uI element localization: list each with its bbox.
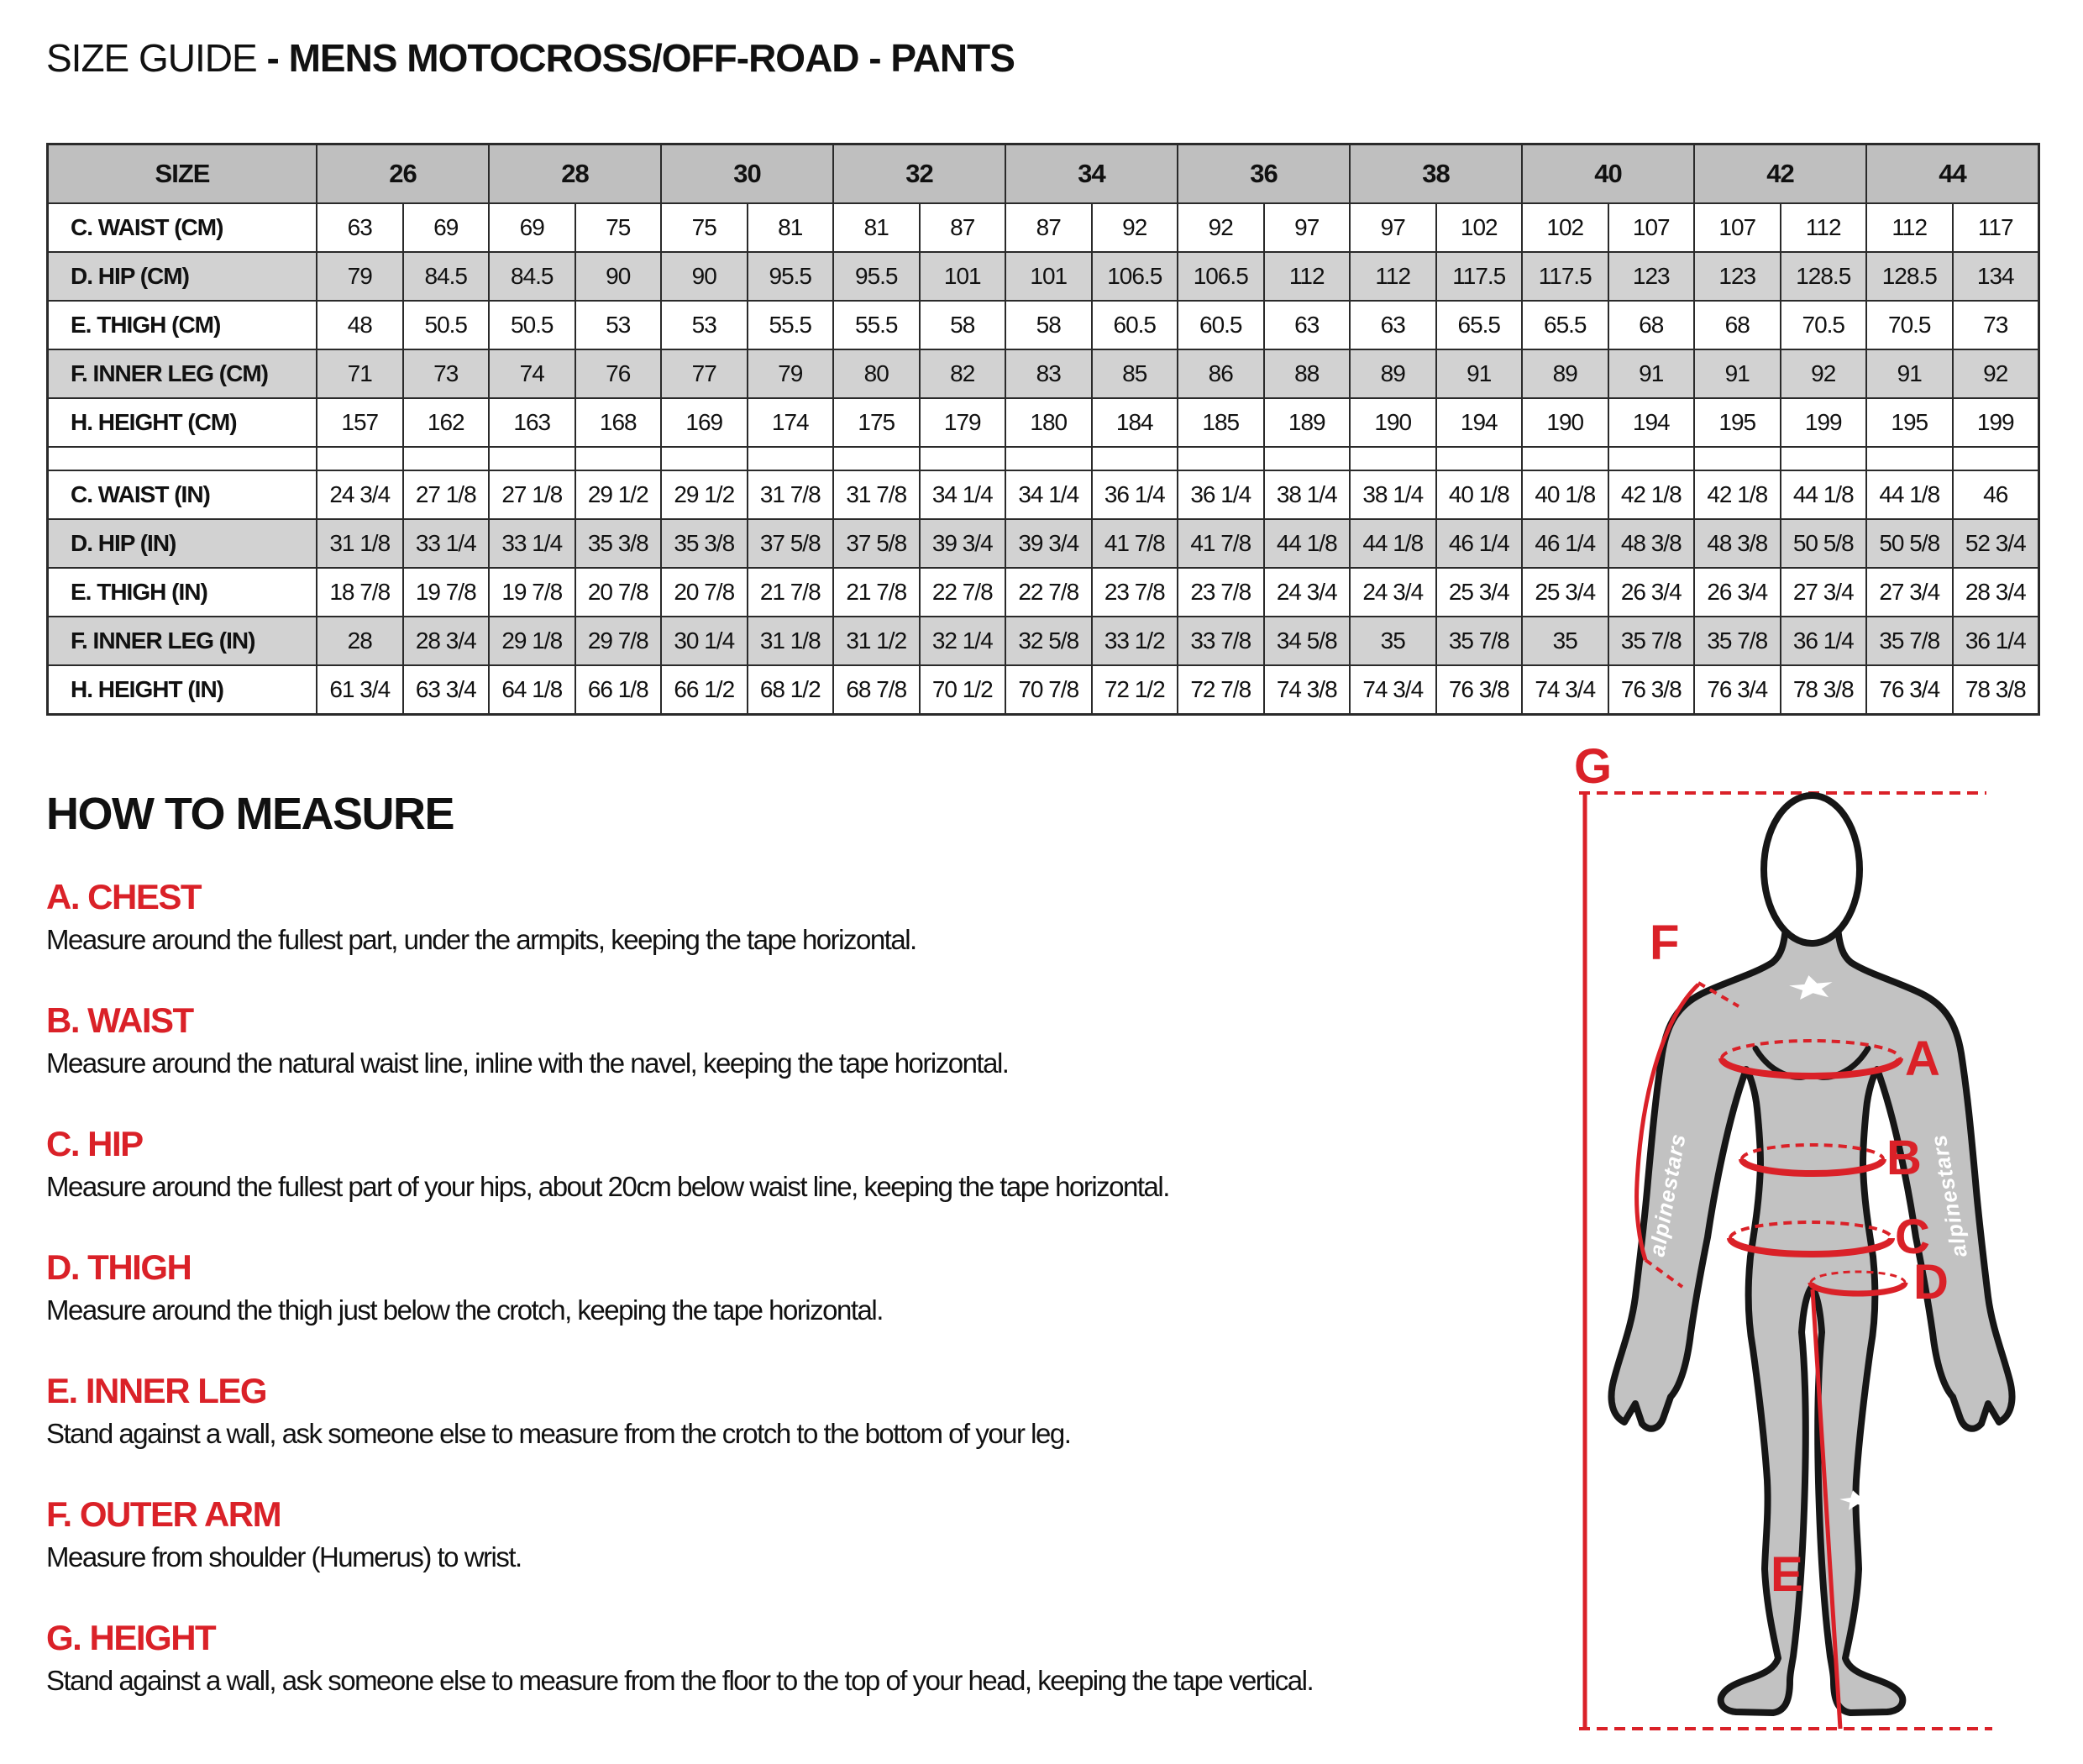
size-value: 190 [1350,398,1436,447]
size-value: 68 [1694,301,1781,349]
size-value: 117.5 [1522,252,1608,301]
size-value: 50.5 [489,301,575,349]
size-value: 23 7/8 [1092,568,1178,617]
row-label: E. THIGH (IN) [48,568,317,617]
size-value: 32 5/8 [1005,617,1092,665]
section-label: A. CHEST [46,877,202,916]
size-value: 30 1/4 [661,617,748,665]
size-value: 48 3/8 [1608,519,1695,568]
size-value: 194 [1436,398,1523,447]
size-value: 82 [920,349,1006,398]
size-value: 89 [1522,349,1608,398]
brand-wordmark-left-arm: alpinestars [1644,1131,1691,1259]
size-header: 40 [1522,144,1694,203]
how-to-measure [46,788,1550,1741]
spacer-cell [833,447,920,470]
row-label: E. THIGH (CM) [48,301,317,349]
size-header: 30 [661,144,833,203]
size-value: 26 3/4 [1608,568,1695,617]
size-value: 174 [748,398,834,447]
spacer-cell [48,447,317,470]
size-value: 24 3/4 [1264,568,1351,617]
size-value: 74 3/4 [1522,665,1608,714]
size-value: 44 1/8 [1866,470,1953,519]
size-value: 74 [489,349,575,398]
size-value: 123 [1694,252,1781,301]
size-value: 36 1/4 [1781,617,1867,665]
size-value: 44 1/8 [1350,519,1436,568]
size-value: 68 1/2 [748,665,834,714]
size-value: 189 [1264,398,1351,447]
size-value: 91 [1694,349,1781,398]
size-value: 69 [489,203,575,252]
size-value: 128.5 [1781,252,1867,301]
section-text: Measure from shoulder (Humerus) to wrist. [46,1541,522,1572]
size-value: 199 [1781,398,1867,447]
size-value: 42 1/8 [1608,470,1695,519]
size-value: 95.5 [833,252,920,301]
size-value: 38 1/4 [1350,470,1436,519]
size-value: 27 1/8 [403,470,490,519]
measure-section-outer-arm [46,1494,1550,1573]
size-value: 36 1/4 [1953,617,2039,665]
size-value: 33 1/2 [1092,617,1178,665]
size-value: 41 7/8 [1178,519,1264,568]
size-value: 117 [1953,203,2039,252]
size-value: 19 7/8 [403,568,490,617]
measurement-diagram [1562,739,2083,1764]
size-value: 35 7/8 [1608,617,1695,665]
size-value: 44 1/8 [1264,519,1351,568]
size-value: 36 1/4 [1092,470,1178,519]
size-value: 55.5 [833,301,920,349]
spacer-cell [748,447,834,470]
spacer-cell [1953,447,2039,470]
size-value: 92 [1953,349,2039,398]
size-value: 65.5 [1522,301,1608,349]
size-value: 34 1/4 [920,470,1006,519]
section-label: B. WAIST [46,1000,193,1040]
size-value: 84.5 [489,252,575,301]
size-header: 36 [1178,144,1350,203]
diagram-label-d: D [1913,1255,1947,1310]
size-value: 58 [920,301,1006,349]
size-value: 92 [1178,203,1264,252]
size-value: 90 [575,252,662,301]
section-text: Measure around the fullest part of your hips, about 20cm below waist line, keeping the tape horizontal. [46,1171,1169,1202]
size-value: 33 1/4 [489,519,575,568]
size-value: 73 [1953,301,2039,349]
size-value: 39 3/4 [920,519,1006,568]
size-value: 36 1/4 [1178,470,1264,519]
size-value: 90 [661,252,748,301]
size-value: 28 [317,617,403,665]
size-value: 40 1/8 [1436,470,1523,519]
spacer-cell [1350,447,1436,470]
size-value: 38 1/4 [1264,470,1351,519]
size-value: 28 3/4 [1953,568,2039,617]
size-value: 48 [317,301,403,349]
size-value: 199 [1953,398,2039,447]
size-value: 35 7/8 [1866,617,1953,665]
size-header: 28 [489,144,661,203]
size-value: 46 1/4 [1522,519,1608,568]
diagram-label-g: G [1574,739,1611,794]
size-value: 60.5 [1178,301,1264,349]
size-value: 35 [1350,617,1436,665]
row-label: H. HEIGHT (CM) [48,398,317,447]
size-value: 23 7/8 [1178,568,1264,617]
spacer-cell [920,447,1006,470]
spacer-cell [1781,447,1867,470]
measure-section-waist [46,1000,1550,1079]
size-value: 34 5/8 [1264,617,1351,665]
size-value: 190 [1522,398,1608,447]
size-header: 26 [317,144,489,203]
size-value: 107 [1608,203,1695,252]
size-value: 89 [1350,349,1436,398]
diagram-label-a: A [1905,1032,1939,1086]
size-value: 162 [403,398,490,447]
row-label: F. INNER LEG (CM) [48,349,317,398]
size-value: 58 [1005,301,1092,349]
size-value: 78 3/8 [1781,665,1867,714]
size-value: 80 [833,349,920,398]
spacer-cell [1608,447,1695,470]
size-value: 27 3/4 [1866,568,1953,617]
size-value: 31 7/8 [748,470,834,519]
spacer-cell [1866,447,1953,470]
diagram-label-c: C [1895,1210,1928,1264]
page-title-prefix: SIZE GUIDE [46,36,267,80]
row-label: C. WAIST (IN) [48,470,317,519]
size-value: 27 3/4 [1781,568,1867,617]
section-label: F. OUTER ARM [46,1494,281,1534]
size-value: 81 [833,203,920,252]
size-value: 39 3/4 [1005,519,1092,568]
size-value: 102 [1436,203,1523,252]
size-value: 168 [575,398,662,447]
size-value: 70.5 [1866,301,1953,349]
size-table [46,143,2040,716]
row-label: F. INNER LEG (IN) [48,617,317,665]
size-value: 175 [833,398,920,447]
spacer-cell [1264,447,1351,470]
size-value: 22 7/8 [920,568,1006,617]
size-value: 50 5/8 [1781,519,1867,568]
page-title [46,35,1015,81]
head [1764,795,1860,943]
size-value: 95.5 [748,252,834,301]
size-value: 69 [403,203,490,252]
section-label: G. HEIGHT [46,1618,216,1657]
size-header: 44 [1866,144,2038,203]
size-value: 48 3/8 [1694,519,1781,568]
size-value: 21 7/8 [833,568,920,617]
size-value: 134 [1953,252,2039,301]
size-value: 42 1/8 [1694,470,1781,519]
size-value: 61 3/4 [317,665,403,714]
size-value: 91 [1866,349,1953,398]
size-value: 106.5 [1178,252,1264,301]
size-value: 34 1/4 [1005,470,1092,519]
size-value: 31 1/8 [317,519,403,568]
size-value: 68 7/8 [833,665,920,714]
size-value: 194 [1608,398,1695,447]
size-value: 31 1/8 [748,617,834,665]
row-label: D. HIP (IN) [48,519,317,568]
spacer-cell [1522,447,1608,470]
size-value: 70.5 [1781,301,1867,349]
size-value: 41 7/8 [1092,519,1178,568]
section-text: Measure around the natural waist line, inline with the navel, keeping the tape horizontal. [46,1047,1009,1079]
size-value: 87 [920,203,1006,252]
size-value: 21 7/8 [748,568,834,617]
spacer-cell [1436,447,1523,470]
size-value: 91 [1608,349,1695,398]
body-silhouette [1612,927,2012,1713]
size-value: 27 1/8 [489,470,575,519]
size-value: 76 3/8 [1608,665,1695,714]
size-value: 35 3/8 [575,519,662,568]
size-value: 35 7/8 [1436,617,1523,665]
size-table-corner: SIZE [48,144,317,203]
size-value: 63 3/4 [403,665,490,714]
size-value: 29 1/2 [661,470,748,519]
size-value: 117.5 [1436,252,1523,301]
diagram-label-e: E [1771,1547,1802,1602]
row-label: H. HEIGHT (IN) [48,665,317,714]
size-value: 40 1/8 [1522,470,1608,519]
size-value: 19 7/8 [489,568,575,617]
size-value: 37 5/8 [833,519,920,568]
spacer-cell [403,447,490,470]
size-value: 92 [1092,203,1178,252]
size-value: 63 [1350,301,1436,349]
size-value: 76 3/8 [1436,665,1523,714]
section-text: Stand against a wall, ask someone else to measure from the crotch to the bottom of your leg. [46,1418,1071,1449]
size-value: 25 3/4 [1522,568,1608,617]
spacer-cell [1092,447,1178,470]
size-value: 35 [1522,617,1608,665]
size-value: 63 [317,203,403,252]
diagram-label-f: F [1650,916,1678,970]
size-value: 107 [1694,203,1781,252]
spacer-cell [661,447,748,470]
size-value: 72 7/8 [1178,665,1264,714]
size-value: 157 [317,398,403,447]
size-value: 179 [920,398,1006,447]
size-value: 184 [1092,398,1178,447]
size-value: 72 1/2 [1092,665,1178,714]
size-value: 26 3/4 [1694,568,1781,617]
spacer-cell [1178,447,1264,470]
size-value: 97 [1264,203,1351,252]
spacer-cell [317,447,403,470]
size-value: 33 1/4 [403,519,490,568]
size-value: 55.5 [748,301,834,349]
size-value: 75 [661,203,748,252]
size-value: 50 5/8 [1866,519,1953,568]
row-label: C. WAIST (CM) [48,203,317,252]
size-value: 163 [489,398,575,447]
size-value: 46 1/4 [1436,519,1523,568]
size-value: 169 [661,398,748,447]
size-value: 60.5 [1092,301,1178,349]
size-value: 87 [1005,203,1092,252]
size-value: 101 [1005,252,1092,301]
size-value: 44 1/8 [1781,470,1867,519]
size-value: 79 [317,252,403,301]
size-value: 29 1/8 [489,617,575,665]
measure-section-hip [46,1124,1550,1203]
spacer-cell [575,447,662,470]
size-value: 73 [403,349,490,398]
size-value: 112 [1866,203,1953,252]
size-header: 32 [833,144,1005,203]
size-value: 77 [661,349,748,398]
measure-section-inner-leg [46,1371,1550,1450]
measure-section-height [46,1618,1550,1697]
size-value: 25 3/4 [1436,568,1523,617]
size-value: 31 7/8 [833,470,920,519]
size-value: 101 [920,252,1006,301]
size-value: 195 [1694,398,1781,447]
size-value: 76 [575,349,662,398]
section-text: Stand against a wall, ask someone else to measure from the floor to the top of your head, keeping the tape vertical. [46,1665,1314,1696]
size-header: 34 [1005,144,1178,203]
size-value: 79 [748,349,834,398]
section-label: E. INNER LEG [46,1371,267,1410]
size-value: 29 1/2 [575,470,662,519]
size-value: 65.5 [1436,301,1523,349]
size-value: 35 3/8 [661,519,748,568]
size-value: 85 [1092,349,1178,398]
size-value: 20 7/8 [575,568,662,617]
size-value: 31 1/2 [833,617,920,665]
size-value: 20 7/8 [661,568,748,617]
size-value: 86 [1178,349,1264,398]
spacer-cell [1694,447,1781,470]
size-value: 28 3/4 [403,617,490,665]
spacer-cell [489,447,575,470]
size-value: 112 [1781,203,1867,252]
size-value: 76 3/4 [1694,665,1781,714]
size-value: 35 7/8 [1694,617,1781,665]
size-value: 70 1/2 [920,665,1006,714]
size-value: 97 [1350,203,1436,252]
size-value: 22 7/8 [1005,568,1092,617]
size-value: 180 [1005,398,1092,447]
size-value: 112 [1350,252,1436,301]
measure-section-thigh [46,1247,1550,1326]
size-value: 37 5/8 [748,519,834,568]
size-header: 38 [1350,144,1522,203]
size-value: 91 [1436,349,1523,398]
size-value: 102 [1522,203,1608,252]
size-value: 81 [748,203,834,252]
size-value: 71 [317,349,403,398]
row-label: D. HIP (CM) [48,252,317,301]
size-value: 32 1/4 [920,617,1006,665]
size-value: 52 3/4 [1953,519,2039,568]
size-value: 70 7/8 [1005,665,1092,714]
size-value: 195 [1866,398,1953,447]
how-to-measure-heading: HOW TO MEASURE [46,789,454,839]
section-label: C. HIP [46,1124,143,1163]
size-value: 18 7/8 [317,568,403,617]
size-value: 24 3/4 [317,470,403,519]
spacer-cell [1005,447,1092,470]
size-value: 68 [1608,301,1695,349]
size-value: 29 7/8 [575,617,662,665]
size-value: 66 1/8 [575,665,662,714]
size-value: 66 1/2 [661,665,748,714]
size-header: 42 [1694,144,1866,203]
brand-wordmark-right-arm: alpinestars [1925,1131,1972,1260]
size-value: 83 [1005,349,1092,398]
size-value: 64 1/8 [489,665,575,714]
size-value: 74 3/4 [1350,665,1436,714]
size-value: 123 [1608,252,1695,301]
section-text: Measure around the fullest part, under the armpits, keeping the tape horizontal. [46,924,916,955]
size-value: 33 7/8 [1178,617,1264,665]
page-title-rest: - MENS MOTOCROSS/OFF-ROAD - PANTS [266,36,1015,80]
size-value: 24 3/4 [1350,568,1436,617]
size-value: 53 [575,301,662,349]
size-value: 88 [1264,349,1351,398]
size-value: 74 3/8 [1264,665,1351,714]
size-value: 63 [1264,301,1351,349]
size-value: 53 [661,301,748,349]
size-value: 46 [1953,470,2039,519]
size-value: 112 [1264,252,1351,301]
size-value: 128.5 [1866,252,1953,301]
section-label: D. THIGH [46,1247,192,1287]
diagram-label-b: B [1886,1131,1920,1185]
measure-section-chest [46,877,1550,956]
size-value: 106.5 [1092,252,1178,301]
size-value: 92 [1781,349,1867,398]
size-value: 50.5 [403,301,490,349]
size-value: 84.5 [403,252,490,301]
size-value: 76 3/4 [1866,665,1953,714]
size-value: 78 3/8 [1953,665,2039,714]
size-value: 185 [1178,398,1264,447]
section-text: Measure around the thigh just below the crotch, keeping the tape horizontal. [46,1294,883,1326]
size-value: 75 [575,203,662,252]
